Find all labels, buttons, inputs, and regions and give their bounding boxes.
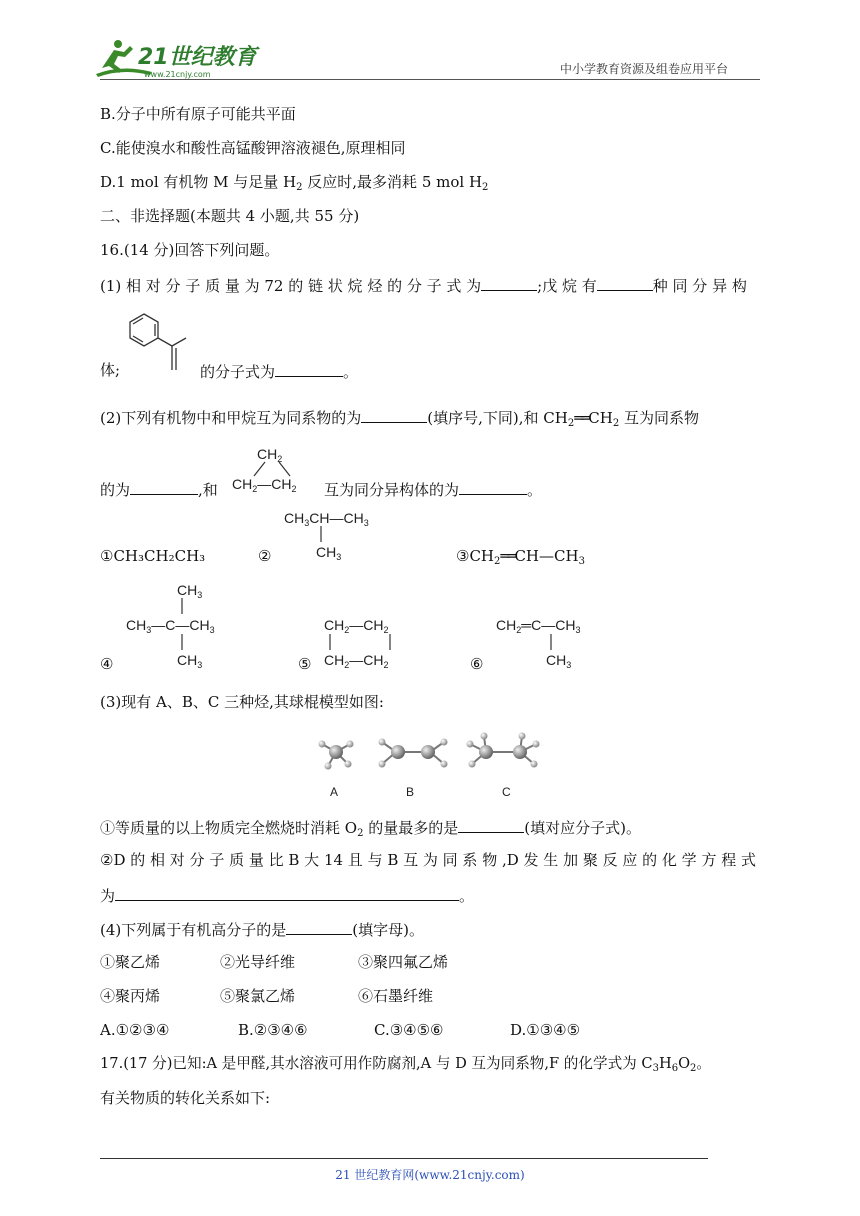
polymer-4: ④聚丙烯 xyxy=(100,987,161,1005)
answer-c: C.③④⑤⑥ xyxy=(374,1021,444,1039)
compound-6-label: ⑥ xyxy=(470,655,484,673)
polymer-1: ①聚乙烯 xyxy=(100,953,161,971)
isobutane-bottom: $CH_3$ xyxy=(316,544,342,562)
cyclobutane-bottom: $CH_2—CH_2$ xyxy=(324,652,389,670)
q16-part4: (4)下列属于有机高分子的是 (填字母)。 xyxy=(100,918,424,940)
q16-part2-line1: (2)下列有机物中和甲烷互为同系物的为 (填序号,下同),和 $CH_2══CH_2$ 互为同系物 xyxy=(100,406,699,431)
model-c-label: C xyxy=(502,785,511,799)
compound-5-label: ⑤ xyxy=(298,655,312,673)
answer-d: D.①③④⑤ xyxy=(510,1021,581,1039)
q16-part3-2: ②D 的 相 对 分 子 质 量 比 B 大 14 且 与 B 互 为 同 系 物 ,D 发 生 加 聚 反 应 的 化 学 方 程 式 xyxy=(100,851,756,869)
q16-part3-2b: 为 。 xyxy=(100,884,474,906)
cyclobutane-top: $CH_2—CH_2$ xyxy=(324,617,389,635)
cyclopropane-bottom: $CH_2—CH_2$ xyxy=(232,476,297,494)
q16-part2-line2a: 的为 ,和 xyxy=(100,478,218,500)
svg-text:21世纪教育: 21世纪教育 xyxy=(138,45,257,70)
isobutylene-top: $CH_2═C—CH_3$ xyxy=(496,617,581,635)
option-c: C.能使溴水和酸性高锰酸钾溶液褪色,原理相同 xyxy=(100,139,406,157)
q16-part1-line1: (1) 相 对 分 子 质 量 为 72 的 链 状 烷 烃 的 分 子 式 为 ;戊 烷 有 种 同 分 异 构 xyxy=(100,274,747,296)
isobutylene-bottom: $CH_3$ xyxy=(546,652,572,670)
question-17-line2: 有关物质的转化关系如下: xyxy=(100,1089,271,1107)
alpha-methylstyrene-structure xyxy=(128,310,188,380)
option-b: B.分子中所有原子可能共平面 xyxy=(100,105,296,123)
q16-part3-1: ①等质量的以上物质完全燃烧时消耗 $O_2$ 的量最多的是 (填对应分子式)。 xyxy=(100,816,641,841)
answer-a: A.①②③④ xyxy=(100,1021,170,1039)
site-logo xyxy=(92,34,262,80)
neopentane-bond-top xyxy=(177,598,187,616)
polymer-6: ⑥石墨纤维 xyxy=(358,987,434,1005)
q16-part1-line2: 体; xyxy=(100,361,121,379)
isobutylene-bond xyxy=(546,634,556,652)
cyclopropane-top: $CH_2$ xyxy=(257,446,283,464)
footer-text[interactable]: 21 世纪教育网(www.21cnjy.com) xyxy=(335,1168,525,1182)
q16-part1-formula: 的分子式为 。 xyxy=(200,360,358,382)
compound-4-label: ④ xyxy=(100,655,114,673)
neopentane-bond-bottom xyxy=(177,634,187,652)
ball-and-stick-models xyxy=(306,728,556,778)
neopentane-middle: $CH_3—C—CH_3$ xyxy=(126,617,215,635)
option-d: D.1 mol 有机物 M 与足量 $H_2$ 反应时,最多消耗 5 mol $H_2$ xyxy=(100,173,489,193)
q16-part3: (3)现有 A、B、C 三种烃,其球棍模型如图: xyxy=(100,693,384,711)
compound-3: $③CH_2══CH—CH_3$ xyxy=(456,547,585,567)
compound-2-label: ② xyxy=(258,547,272,565)
isobutane-top: $CH_3CH—CH_3$ xyxy=(284,510,369,528)
model-b-label: B xyxy=(406,785,415,799)
answer-b: B.②③④⑥ xyxy=(238,1021,308,1039)
neopentane-bottom: $CH_3$ xyxy=(177,652,203,670)
svg-text:www.21cnjy.com: www.21cnjy.com xyxy=(144,70,211,79)
model-a-label: A xyxy=(330,785,339,799)
question-16: 16.(14 分)回答下列问题。 xyxy=(100,241,280,259)
header-divider xyxy=(100,79,760,80)
q16-part2-line2b: 互为同分异构体的为 。 xyxy=(324,478,542,500)
platform-name: 中小学教育资源及组卷应用平台 xyxy=(560,62,729,76)
footer-divider xyxy=(100,1158,708,1159)
isobutane-bond xyxy=(316,526,326,544)
polymer-2: ②光导纤维 xyxy=(220,953,296,971)
cyclobutane-bonds xyxy=(324,634,414,652)
polymer-3: ③聚四氟乙烯 xyxy=(358,953,449,971)
compound-1: ①CH₃CH₂CH₃ xyxy=(100,547,206,565)
polymer-5: ⑤聚氯乙烯 xyxy=(220,987,296,1005)
section-heading: 二、非选择题(本题共 4 小题,共 55 分) xyxy=(100,207,360,225)
neopentane-top: $CH_3$ xyxy=(177,582,203,600)
question-17: 17.(17 分)已知:A 是甲醛,其水溶液可用作防腐剂,A 与 D 互为同系物,F 的化学式为 $C_3H_6O_2$。 xyxy=(100,1055,712,1074)
